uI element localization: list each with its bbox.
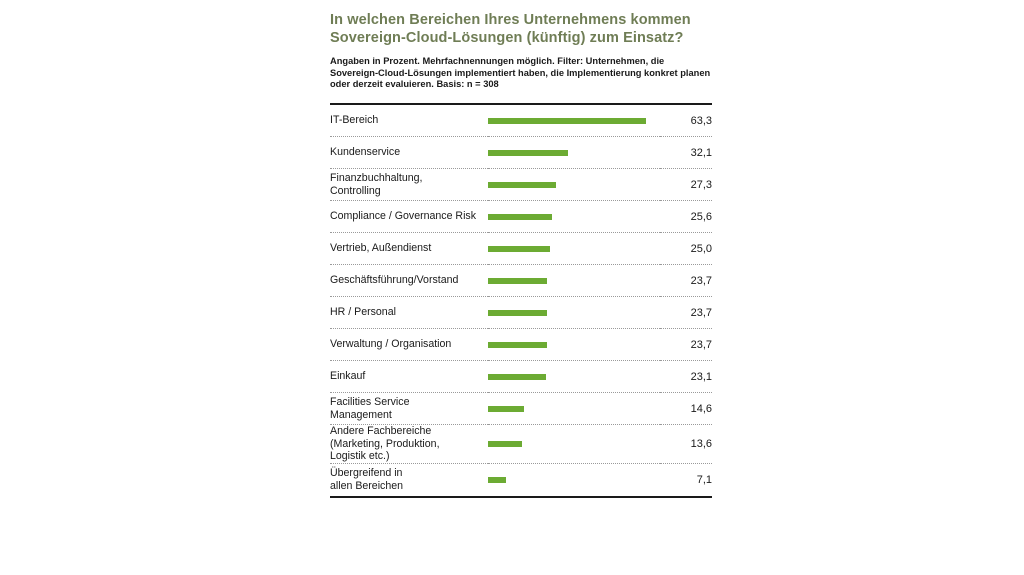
category-label: [330, 329, 488, 361]
table-row: [330, 201, 712, 233]
category-label: [330, 464, 488, 496]
category-label-line: Finanzbuchhaltung,: [330, 172, 423, 185]
chart-title-line-2: Sovereign-Cloud-Lösungen (künftig) zum Einsatz?: [330, 30, 684, 46]
bar-cell: [488, 201, 660, 233]
bar: [488, 150, 568, 156]
category-label: [330, 393, 488, 425]
category-label-line: Logistik etc.): [330, 450, 390, 463]
value-label: 23,7: [660, 297, 712, 329]
category-label: [330, 233, 488, 265]
bar: [488, 441, 522, 447]
table-row: [330, 233, 712, 265]
category-label: [330, 169, 488, 201]
bar: [488, 246, 550, 252]
value-label: 63,3: [660, 105, 712, 137]
axis-bottom-rule: [330, 496, 712, 498]
value-label: 25,0: [660, 233, 712, 265]
bar-cell: [488, 233, 660, 265]
chart-title: [330, 0, 712, 47]
category-label-line: allen Bereichen: [330, 479, 404, 492]
category-label: [330, 265, 488, 297]
value-label: 23,7: [660, 329, 712, 361]
category-label: [330, 105, 488, 137]
category-label: [330, 137, 488, 169]
bar: [488, 182, 556, 188]
chart-container: [330, 0, 712, 575]
bar-cell: [488, 464, 660, 496]
category-label-line: (Marketing, Produktion,: [330, 437, 440, 450]
bar: [488, 118, 646, 124]
bar: [488, 310, 547, 316]
bar: [488, 342, 547, 348]
table-row: [330, 393, 712, 425]
category-label-line: Übergreifend in: [330, 467, 403, 480]
category-label-line: Facilities Service: [330, 396, 410, 409]
bar-cell: [488, 425, 660, 464]
table-row: [330, 105, 712, 137]
category-label-line: Geschäftsführung/Vorstand: [330, 274, 459, 287]
value-label: 14,6: [660, 393, 712, 425]
bar-cell: [488, 265, 660, 297]
bar: [488, 477, 506, 483]
table-row: [330, 169, 712, 201]
bar: [488, 214, 552, 220]
category-label-line: Compliance / Governance Risk: [330, 210, 477, 223]
table-row: [330, 137, 712, 169]
table-row: [330, 265, 712, 297]
table-row: [330, 464, 712, 496]
category-label: [330, 297, 488, 329]
category-label: [330, 425, 488, 464]
category-label-line: HR / Personal: [330, 306, 396, 319]
value-label: 7,1: [696, 473, 712, 486]
category-label-line: Vertrieb, Außendienst: [330, 242, 432, 255]
table-row: [330, 297, 712, 329]
bar: [488, 374, 546, 380]
category-label-line: Controlling: [330, 184, 381, 197]
table-row: [330, 425, 712, 464]
bar-cell: [488, 393, 660, 425]
category-label: [330, 201, 488, 233]
bar-cell: [488, 361, 660, 393]
category-label-line: Einkauf: [330, 370, 366, 383]
value-label: 13,6: [660, 425, 712, 464]
value-label: 32,1: [660, 137, 712, 169]
category-label-line: IT-Bereich: [330, 114, 379, 127]
bar-cell: [488, 105, 660, 137]
value-label: 23,7: [660, 265, 712, 297]
bar-cell: [488, 137, 660, 169]
bar: [488, 278, 547, 284]
chart-title-line-1: In welchen Bereichen Ihres Unternehmens kommen: [330, 12, 691, 28]
category-label-line: Kundenservice: [330, 146, 401, 159]
chart-subtitle: Angaben in Prozent. Mehrfachnennungen möglich. Filter: Unternehmen, die Sovereign-Cloud-Lösungen implementiert haben, die Implementierung konkret planen oder derzeit evaluieren. Basis: n = 308: [330, 56, 711, 90]
category-label-line: Andere Fachbereiche: [330, 425, 432, 438]
value-label: 23,1: [660, 361, 712, 393]
bar-cell: [488, 297, 660, 329]
bar: [488, 406, 524, 412]
bar-cell: [488, 329, 660, 361]
value-label: 25,6: [660, 201, 712, 233]
table-row: [330, 329, 712, 361]
category-label: [330, 361, 488, 393]
table-row: [330, 361, 712, 393]
bar-cell: [488, 169, 660, 201]
category-label-line: Management: [330, 408, 392, 421]
bar-chart-table: [330, 105, 712, 496]
category-label-line: Verwaltung / Organisation: [330, 338, 452, 351]
value-label: 27,3: [660, 169, 712, 201]
